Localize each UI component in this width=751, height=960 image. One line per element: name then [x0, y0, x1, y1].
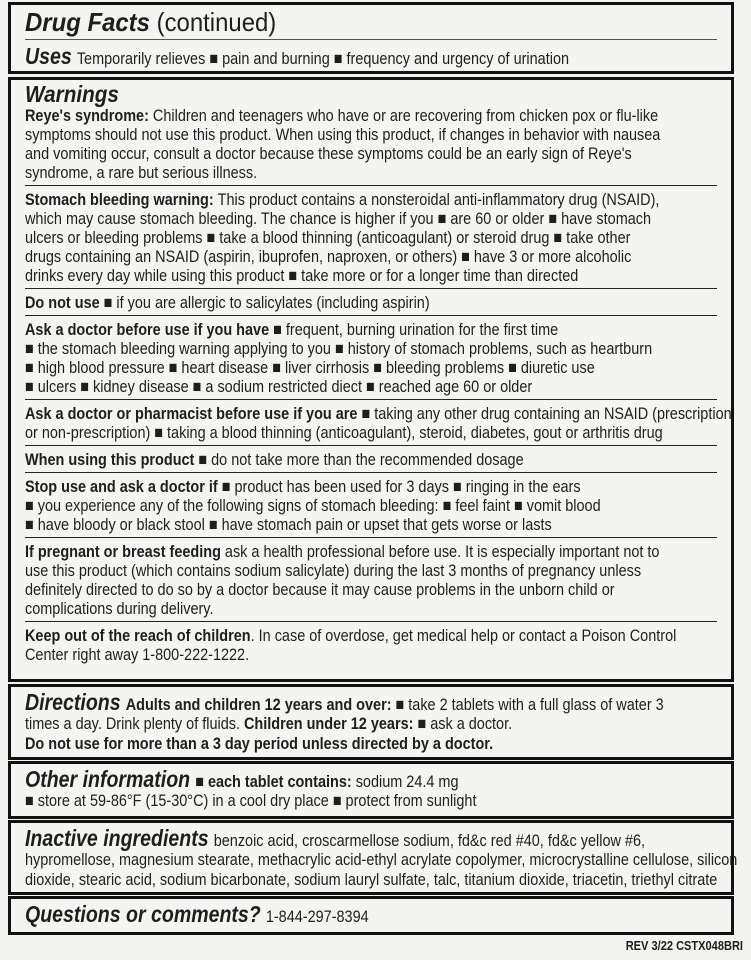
- text-line: [25, 542, 660, 561]
- text-line: [25, 477, 613, 496]
- body-text: ■ product has been used for 3 days ■ ringing in the ears: [221, 477, 581, 496]
- title-text: Drug Facts: [25, 7, 150, 37]
- body-text: ■ taking any other drug containing an NSAID (prescription: [361, 404, 732, 423]
- divider: [25, 185, 717, 186]
- body-text: sodium 24.4 mg: [355, 772, 459, 791]
- drug-facts-header-panel: [8, 2, 734, 74]
- body-text: hypromellose, magnesium stearate, methacrylic acid-ethyl acrylate copolymer, microcrystalline cellulose, silicon: [25, 850, 738, 869]
- section-heading: Other information: [25, 766, 191, 792]
- body-text: benzoic acid, croscarmellose sodium, fd&c red #40, fd&c yellow #6,: [213, 831, 646, 850]
- page-title: [25, 7, 662, 37]
- text-line: [25, 293, 613, 312]
- body-text: complications during delivery.: [25, 599, 214, 618]
- warnings-blocks: [25, 106, 732, 664]
- body-text: ■ ask a doctor.: [417, 714, 513, 733]
- bold-label: Do not use: [25, 293, 104, 312]
- bold-label: Stop use and ask a doctor if: [25, 477, 222, 496]
- body-text: ■ store at 59-86°F (15-30°C) in a cool dry place ■ protect from sunlight: [25, 791, 477, 810]
- divider: [25, 288, 717, 289]
- text-line: [25, 247, 632, 266]
- text-line: [25, 163, 613, 182]
- text-line: [25, 339, 653, 358]
- body-text: ■ if you are allergic to salicylates (including aspirin): [103, 293, 430, 312]
- body-text: This product contains a nonsteroidal anti-inflammatory drug (NSAID),: [217, 190, 660, 209]
- body-text: ask a health professional before use. It is especially important not to: [224, 542, 660, 561]
- warning-pregnant: [25, 542, 717, 618]
- other-information-section: [25, 767, 717, 811]
- divider: [25, 399, 717, 400]
- body-text: times a day. Drink plenty of fluids.: [25, 714, 244, 733]
- inactive-ingredients-section: [25, 825, 738, 889]
- text-line: [25, 561, 642, 580]
- revision-code: REV 3/22 CSTX048BRI: [625, 938, 743, 953]
- body-text: syndrome, a rare but serious illness.: [25, 163, 258, 182]
- text-line: [25, 791, 613, 811]
- divider: [25, 39, 717, 40]
- body-text: ulcers or bleeding problems ■ take a blood thinning (anticoagulant) or steroid drug ■ take other: [25, 228, 631, 247]
- body-text: ■ the stomach bleeding warning applying to you ■ history of stomach problems, such as heartburn: [25, 339, 653, 358]
- body-text: ■ take 2 tablets with a full glass of water 3: [395, 695, 664, 714]
- warnings-panel: [8, 77, 734, 682]
- bold-label: Stomach bleeding warning:: [25, 190, 218, 209]
- divider: [25, 445, 717, 446]
- text-line: [25, 404, 732, 423]
- warning-when-using: [25, 450, 717, 469]
- body-text: ■ you experience any of the following signs of stomach bleeding: ■ feel faint ■ vomit blood: [25, 496, 601, 515]
- other-information-panel: [8, 761, 734, 819]
- body-text: 1-844-297-8394: [265, 907, 369, 926]
- warning-stomach-bleeding-warning: [25, 190, 717, 285]
- bold-label: Reye's syndrome:: [25, 106, 153, 125]
- body-text: . In case of overdose, get medical help or contact a Poison Control: [250, 626, 677, 645]
- text-line: [25, 106, 659, 125]
- text-line: [25, 358, 613, 377]
- body-text: drinks every day while using this product ■ take more or for a longer time than directed: [25, 266, 579, 285]
- body-text: or non-prescription) ■ taking a blood thinning (anticoagulant), steroid, diabetes, gout or arthritis drug: [25, 423, 663, 442]
- text-line: [25, 144, 632, 163]
- bold-label: Do not use for more than a 3 day period unless directed by a doctor.: [25, 733, 494, 753]
- questions-panel: [8, 896, 734, 935]
- text-line: [25, 645, 613, 664]
- text-line: [25, 734, 613, 754]
- body-text: and vomiting occur, consult a doctor because these symptoms could be an early sign of Reye's: [25, 144, 632, 163]
- bold-label: Keep out of the reach of children: [25, 626, 251, 645]
- text-line: [25, 515, 613, 534]
- text-line: [25, 125, 661, 144]
- body-text: symptoms should not use this product. When using this product, if changes in behavior with nausea: [25, 125, 661, 144]
- text-line: [25, 228, 631, 247]
- inactive-ingredients-panel: [8, 820, 738, 895]
- text-line: [25, 496, 613, 515]
- text-line: [25, 266, 613, 285]
- text-line: [25, 825, 646, 851]
- directions-panel: [8, 684, 734, 760]
- body-text: definitely directed to do so by a doctor because it may cause problems in the unborn child or: [25, 580, 615, 599]
- warning-reyes-syndrome: [25, 106, 717, 182]
- body-text: Children and teenagers who have or are recovering from chicken pox or flu-like: [152, 106, 659, 125]
- body-text: which may cause stomach bleeding. The chance is higher if you ■ are 60 or older ■ have stomach: [25, 209, 652, 228]
- directions-section: [25, 690, 717, 753]
- warning-ask-doctor: [25, 320, 717, 396]
- divider: [25, 537, 717, 538]
- bold-label: When using this product: [25, 450, 199, 469]
- body-text: Center right away 1-800-222-1222.: [25, 645, 250, 664]
- body-text: use this product (which contains sodium salicylate) during the last 3 months of pregnancy unless: [25, 561, 642, 580]
- bold-label: Children under 12 years:: [243, 714, 418, 733]
- text-line: [25, 767, 613, 791]
- warning-keep-out-of-reach: [25, 626, 717, 664]
- section-heading: Uses: [25, 43, 72, 69]
- bold-label: Ask a doctor before use if you have: [25, 320, 274, 339]
- text-line: [25, 626, 677, 645]
- text-line: [25, 714, 613, 734]
- warning-do-not-use: [25, 293, 717, 312]
- title-subtitle: (continued): [156, 7, 277, 37]
- section-heading: Questions or comments?: [25, 901, 261, 927]
- warnings-heading: Warnings: [25, 81, 119, 107]
- bold-label: If pregnant or breast feeding: [25, 542, 225, 561]
- text-line: [25, 423, 663, 442]
- divider: [25, 472, 717, 473]
- text-line: [25, 599, 613, 618]
- text-line: [25, 190, 660, 209]
- body-text: ■ ulcers ■ kidney disease ■ a sodium restricted diect ■ reached age 60 or older: [25, 377, 533, 396]
- text-line: [25, 580, 613, 599]
- questions-section: [25, 902, 717, 926]
- body-text: ■ high blood pressure ■ heart disease ■ liver cirrhosis ■ bleeding problems ■ diuretic use: [25, 358, 595, 377]
- section-heading: Directions: [25, 689, 121, 715]
- warning-stop-use: [25, 477, 717, 534]
- body-text: ■ have bloody or black stool ■ have stomach pain or upset that gets worse or lasts: [25, 515, 552, 534]
- divider: [25, 621, 717, 622]
- bold-label: Ask a doctor or pharmacist before use if you are: [25, 404, 362, 423]
- body-text: drugs containing an NSAID (aspirin, ibuprofen, naproxen, or others) ■ have 3 or more alcoholic: [25, 247, 632, 266]
- text-line: [25, 377, 613, 396]
- text-line: [25, 44, 613, 68]
- text-line: [25, 450, 613, 469]
- body-text: Temporarily relieves ■ pain and burning ■ frequency and urgency of urination: [76, 49, 570, 68]
- body-text: dioxide, stearic acid, sodium bicarbonate, sodium lauryl sulfate, talc, titanium dioxide, triacetin, triethyl citrate: [25, 869, 718, 889]
- section-heading: Inactive ingredients: [25, 825, 209, 851]
- bold-label: ■ each tablet contains:: [195, 772, 356, 791]
- text-line: [25, 320, 613, 339]
- bold-label: Adults and children 12 years and over:: [125, 695, 396, 714]
- text-line: [25, 850, 738, 870]
- text-line: [25, 869, 718, 890]
- text-line: [25, 902, 613, 926]
- body-text: ■ frequent, burning urination for the first time: [273, 320, 559, 339]
- uses-section: [25, 44, 717, 68]
- warning-ask-pharmacist: [25, 404, 732, 442]
- text-line: [25, 209, 652, 228]
- divider: [25, 315, 717, 316]
- body-text: ■ do not take more than the recommended dosage: [198, 450, 524, 469]
- text-line: [25, 689, 664, 715]
